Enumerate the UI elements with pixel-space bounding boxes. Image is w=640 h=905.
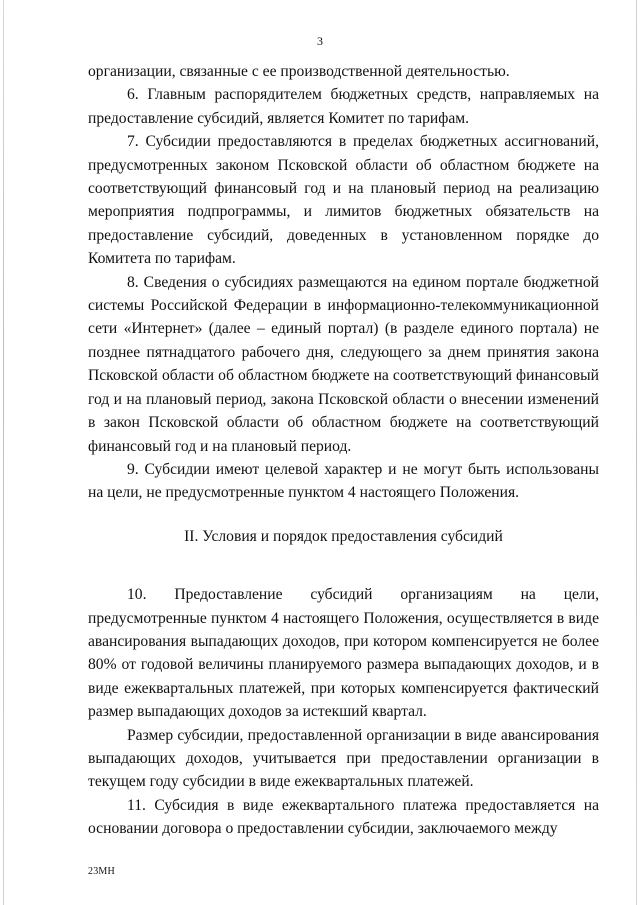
page-number: 3 xyxy=(317,34,323,48)
document-body xyxy=(88,60,599,841)
scan-edge-right xyxy=(636,0,637,905)
section-heading: II. Условия и порядок предоставления субсидий xyxy=(184,527,503,545)
paragraph-11: 11. Субсидия в виде ежеквартального платежа предоставляется на основании договора о предоставлении субсидии, заключаемого между xyxy=(88,796,599,838)
footer-code: 23МН xyxy=(88,866,115,877)
paragraph-6: 6. Главным распорядителем бюджетных средств, направляемых на предоставление субсидий, является Комитет по тарифам. xyxy=(88,86,599,127)
scan-edge-left xyxy=(3,0,4,905)
paragraph-9: 9. Субсидии имеют целевой характер и не могут быть использованы на цели, не предусмотренные пунктом 4 настоящего Положения. xyxy=(88,460,599,502)
paragraph-8: 8. Сведения о субсидиях размещаются на едином портале бюджетной системы Российской Федерации в информационно-телекоммуникационной сети «Интернет» (далее – единый портал) (в разделе единого портала) не позднее пятнадцатого рабочего дня, следующего за днем принятия закона Псковской области об областном бюджете на соответствующий финансовый год и на плановый период, закона Псковской области о внесении изменений в закон Псковской области об областном бюджете на соответствующий финансовый год и на плановый период. xyxy=(88,273,599,455)
paragraph-continuation: организации, связанные с ее производственной деятельностью. xyxy=(88,63,510,80)
paragraph-10-size: Размер субсидии, предоставленной организации в виде авансирования выпадающих доходов, учитывается при предоставлении организации в текущем году субсидии в виде ежеквартальных платежей. xyxy=(88,726,599,791)
paragraph-10: 10. Предоставление субсидий организациям на цели, предусмотренные пунктом 4 настоящего Положения, осуществляется в виде авансирования выпадающих доходов, при котором компенсируется не более 80% от годовой величины планируемого размера выпадающих доходов, и в виде ежеквартальных платежей, при которых компенсируется фактический размер выпадающих доходов за истекший квартал. xyxy=(88,586,599,721)
paragraph-7: 7. Субсидии предоставляются в пределах бюджетных ассигнований, предусмотренных законом Псковской области об областном бюджете на соответствующий финансовый год и на плановый период на реализацию мероприятия подпрограммы, и лимитов бюджетных обязательств на предоставление субсидий, доведенных в установленном порядке до Комитета по тарифам. xyxy=(88,133,599,268)
